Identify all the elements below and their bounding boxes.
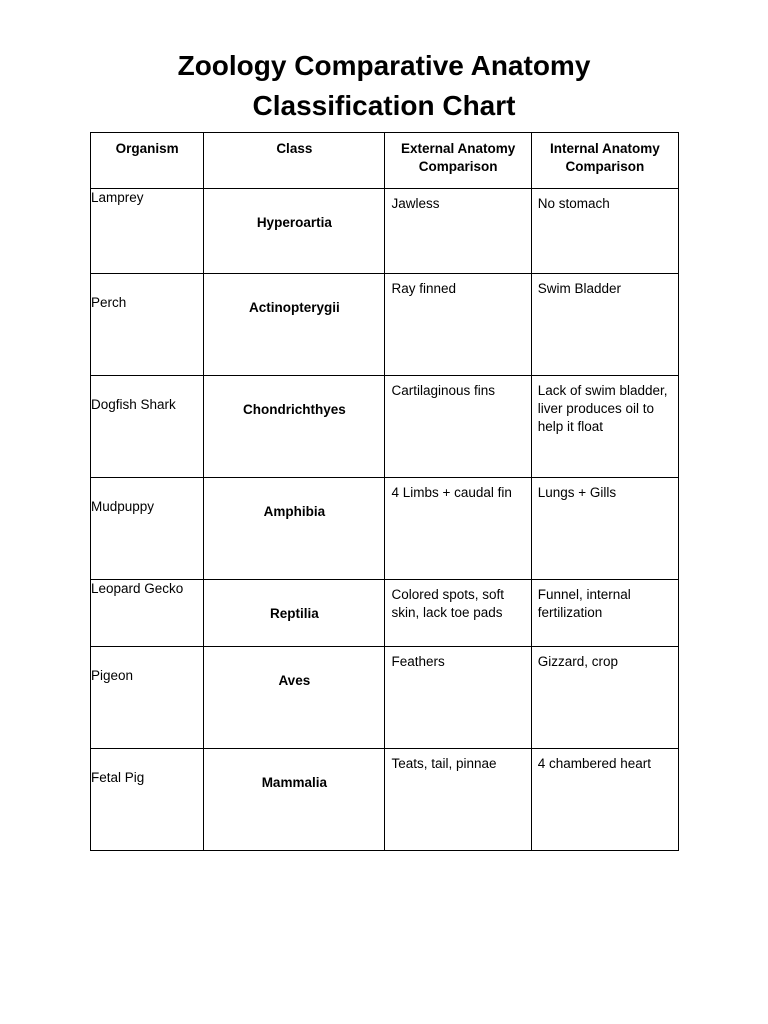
- class-cell: [204, 376, 385, 478]
- class-cell: [204, 189, 385, 274]
- organism-cell: [91, 749, 204, 851]
- classification-table: [90, 132, 679, 851]
- external-text: Ray finned: [391, 281, 457, 296]
- internal-cell: [531, 478, 678, 580]
- organism-name: Perch: [91, 295, 127, 310]
- external-cell: [385, 580, 531, 647]
- page-title: [0, 46, 768, 126]
- internal-text: No stomach: [537, 196, 610, 211]
- header-external-anatomy: External Anatomy Comparison: [385, 133, 531, 189]
- table-row: [91, 189, 679, 274]
- table-row: [91, 376, 679, 478]
- organism-cell: [91, 189, 204, 274]
- organism-name: Lamprey: [91, 190, 144, 205]
- internal-cell: [531, 647, 678, 749]
- external-text: Teats, tail, pinnae: [391, 756, 497, 771]
- class-cell: [204, 478, 385, 580]
- external-text: 4 Limbs + caudal fin: [391, 485, 512, 500]
- class-name: Mammalia: [261, 775, 327, 790]
- external-cell: [385, 189, 531, 274]
- internal-cell: [531, 189, 678, 274]
- internal-cell: [531, 376, 678, 478]
- class-cell: [204, 749, 385, 851]
- table-header-row: [91, 133, 679, 189]
- external-text: Colored spots, soft skin, lack toe pads: [391, 587, 505, 620]
- internal-text: Lungs + Gills: [537, 485, 617, 500]
- external-cell: [385, 376, 531, 478]
- class-name: Amphibia: [263, 504, 326, 519]
- title-line-1: Zoology Comparative Anatomy: [177, 50, 591, 81]
- organism-cell: [91, 647, 204, 749]
- class-name: Aves: [278, 673, 311, 688]
- table-row: [91, 647, 679, 749]
- organism-name: Leopard Gecko: [91, 581, 184, 596]
- header-organism: Organism: [91, 133, 204, 189]
- class-name: Actinopterygii: [248, 300, 340, 315]
- organism-cell: [91, 376, 204, 478]
- external-cell: [385, 478, 531, 580]
- title-line-2: Classification Chart: [252, 90, 516, 121]
- class-cell: [204, 274, 385, 376]
- internal-cell: [531, 580, 678, 647]
- header-class: Class: [204, 133, 385, 189]
- organism-cell: [91, 274, 204, 376]
- organism-name: Pigeon: [91, 668, 134, 683]
- external-cell: [385, 749, 531, 851]
- external-text: Feathers: [391, 654, 445, 669]
- internal-text: Gizzard, crop: [537, 654, 618, 669]
- internal-cell: [531, 274, 678, 376]
- class-name: Hyperoartia: [256, 215, 332, 230]
- class-name: Chondrichthyes: [242, 402, 346, 417]
- external-text: Cartilaginous fins: [391, 383, 496, 398]
- external-text: Jawless: [391, 196, 440, 211]
- table-row: [91, 749, 679, 851]
- internal-text: Swim Bladder: [537, 281, 621, 296]
- class-name: Reptilia: [269, 606, 319, 621]
- organism-name: Mudpuppy: [91, 499, 155, 514]
- organism-cell: [91, 580, 204, 647]
- internal-text: 4 chambered heart: [537, 756, 652, 771]
- organism-name: Dogfish Shark: [91, 397, 176, 412]
- table-row: [91, 580, 679, 647]
- class-cell: [204, 647, 385, 749]
- internal-text: Funnel, internal fertilization: [537, 587, 631, 620]
- table-row: [91, 274, 679, 376]
- internal-text: Lack of swim bladder, liver produces oil to help it float: [537, 383, 668, 434]
- class-cell: [204, 580, 385, 647]
- organism-name: Fetal Pig: [91, 770, 145, 785]
- external-cell: [385, 647, 531, 749]
- header-internal-anatomy: Internal Anatomy Comparison: [531, 133, 678, 189]
- external-cell: [385, 274, 531, 376]
- internal-cell: [531, 749, 678, 851]
- organism-cell: [91, 478, 204, 580]
- table-row: [91, 478, 679, 580]
